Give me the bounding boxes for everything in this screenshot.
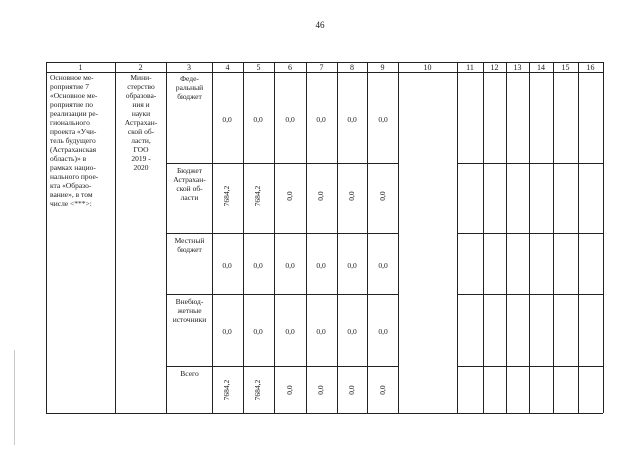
- column-divider: [529, 62, 530, 413]
- row-divider-right: [457, 163, 603, 164]
- scan-edge-mark: [14, 350, 15, 445]
- amount-cell: 0,0: [285, 327, 295, 336]
- amount-cell: 0,0: [253, 327, 263, 336]
- column-header: 5: [256, 63, 261, 72]
- column-header: 4: [225, 63, 230, 72]
- column-header: 8: [350, 63, 354, 72]
- funding-source-label: Внебюд- жетные источники: [172, 297, 207, 324]
- row-divider: [166, 366, 398, 367]
- row-divider-right: [457, 294, 603, 295]
- column-header: 7: [319, 63, 324, 72]
- amount-cell: 0,0: [378, 385, 387, 395]
- funding-source-label: Феде- ральный бюджет: [175, 74, 204, 101]
- page-number: 46: [315, 20, 325, 30]
- amount-cell: 0,0: [378, 261, 388, 270]
- column-divider: [398, 62, 399, 413]
- column-header: 13: [513, 63, 522, 72]
- activity-description: Основное ме- роприятие 7 «Основное ме- роприятие по реализации ре- гионального проекта «Учи- тель будущего (Астраханская область)» в рамках нацио- нального прое- кта «Образо- вание», в том числе <***>:: [50, 73, 99, 208]
- amount-cell: 0,0: [347, 191, 356, 201]
- table-right-border: [603, 62, 604, 413]
- amount-cell: 0,0: [222, 327, 232, 336]
- amount-cell: 0,0: [316, 115, 326, 124]
- amount-cell: 0,0: [378, 191, 387, 201]
- amount-cell: 0,0: [316, 385, 325, 395]
- amount-cell: 0,0: [285, 261, 295, 270]
- column-header: 3: [187, 63, 191, 72]
- column-header: 2: [138, 63, 143, 72]
- amount-cell: 0,0: [222, 115, 232, 124]
- amount-cell: 0,0: [253, 115, 263, 124]
- column-divider: [457, 62, 458, 413]
- amount-cell: 0,0: [347, 327, 357, 336]
- responsible-executor: Мини- стерство образова- ния и науки Астрахан- ской об- ласти, ГОО 2019 - 2020: [124, 73, 158, 172]
- row-divider-right: [457, 366, 603, 367]
- column-header: 12: [490, 63, 499, 72]
- column-divider: [483, 62, 484, 413]
- amount-cell: 7684,2: [222, 379, 231, 401]
- column-divider: [506, 62, 507, 413]
- amount-cell: 0,0: [347, 385, 356, 395]
- column-header: 11: [466, 63, 474, 72]
- amount-cell: 0,0: [285, 385, 294, 395]
- amount-cell: 0,0: [222, 261, 232, 270]
- table-left-border: [46, 62, 47, 413]
- amount-cell: 0,0: [285, 191, 294, 201]
- row-divider-right: [457, 233, 603, 234]
- column-header: 14: [537, 63, 545, 72]
- column-header: 1: [78, 63, 83, 72]
- amount-cell: 7684,2: [253, 185, 262, 207]
- row-divider: [166, 294, 398, 295]
- column-divider: [553, 62, 554, 413]
- amount-cell: 0,0: [347, 261, 357, 270]
- column-header: 15: [561, 63, 570, 72]
- amount-cell: 7684,2: [253, 379, 262, 401]
- amount-cell: 0,0: [347, 115, 357, 124]
- amount-cell: 0,0: [316, 327, 326, 336]
- amount-cell: 0,0: [378, 327, 388, 336]
- row-divider: [166, 163, 398, 164]
- amount-cell: 0,0: [253, 261, 263, 270]
- column-header: 16: [586, 63, 595, 72]
- column-header: 9: [380, 63, 385, 72]
- amount-cell: 0,0: [316, 191, 325, 201]
- column-divider: [578, 62, 579, 413]
- funding-source-label: Местный бюджет: [174, 236, 205, 254]
- funding-source-label: Бюджет Астрахан- ской об- ласти: [173, 166, 206, 202]
- column-header: 10: [423, 63, 432, 72]
- row-divider: [166, 233, 398, 234]
- amount-cell: 0,0: [378, 115, 388, 124]
- amount-cell: 7684,2: [222, 185, 231, 207]
- amount-cell: 0,0: [285, 115, 295, 124]
- table-bottom-border: [46, 413, 603, 414]
- amount-cell: 0,0: [316, 261, 326, 270]
- funding-source-label: Всего: [180, 369, 199, 378]
- column-header: 6: [288, 63, 292, 72]
